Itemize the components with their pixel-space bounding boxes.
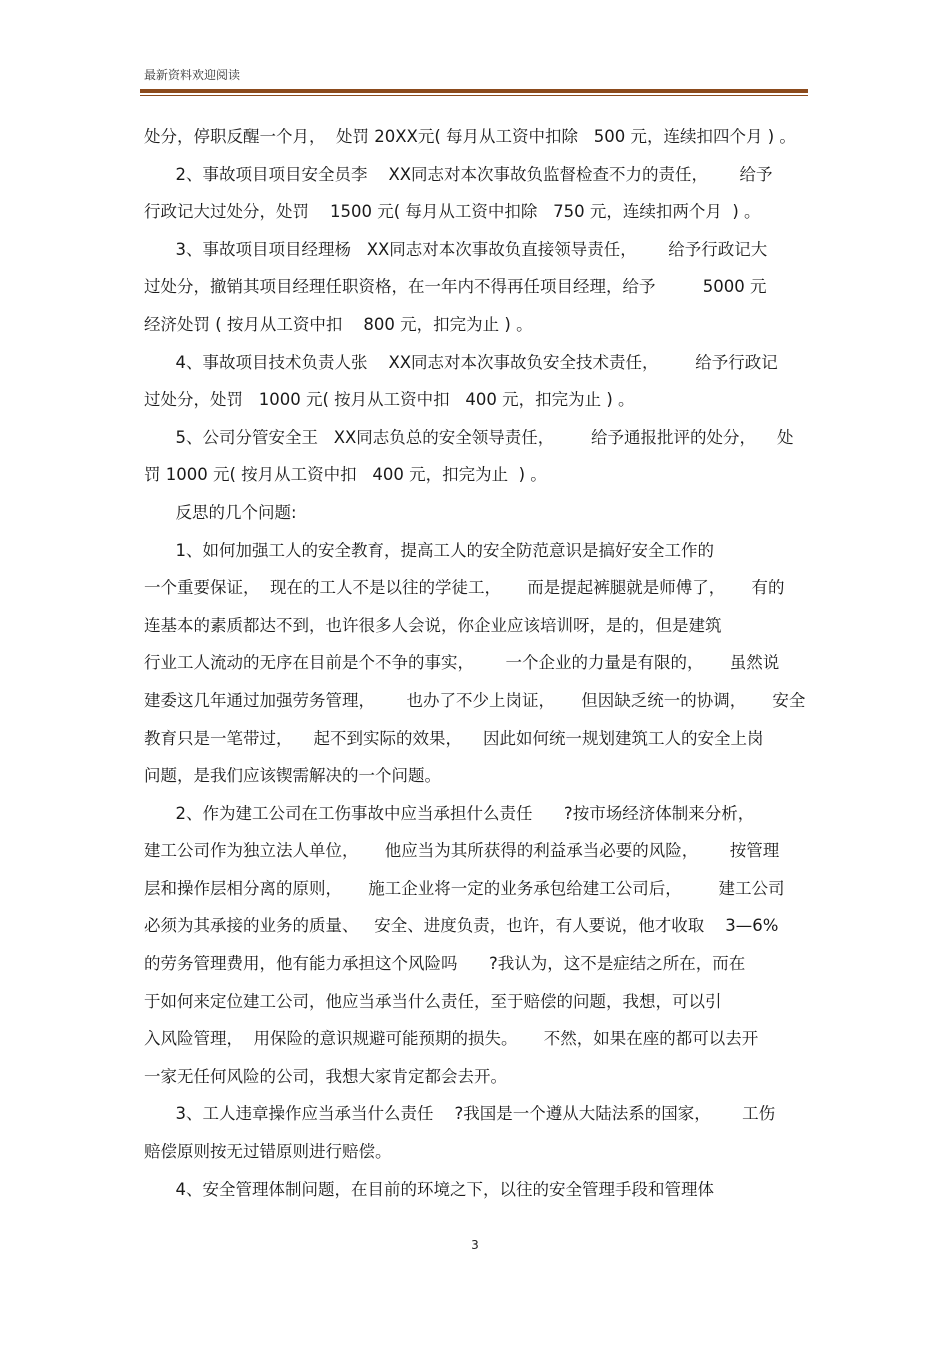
header-divider-thick (140, 89, 808, 93)
text-line: 1、如何加强工人的安全教育，提高工人的安全防范意识是搞好安全工作的 (144, 540, 714, 560)
text-line: 行业工人流动的无序在目前是个不争的事实， 一个企业的力量是有限的， 虽然说 (144, 653, 780, 673)
document-body (144, 118, 809, 1208)
text-line: 必须为其承接的业务的质量、 安全、进度负责，也许，有人要说，他才收取 3—6% (144, 916, 779, 936)
text-line: 3、事故项目项目经理杨 XX同志对本次事故负直接领导责任， 给予行政记大 (144, 239, 768, 259)
text-line: 连基本的素质都达不到，也许很多人会说，你企业应该培训呀，是的，但是建筑 (144, 615, 722, 635)
text-line: 一家无任何风险的公司，我想大家肯定都会去开。 (144, 1066, 507, 1086)
text-line: 建工公司作为独立法人单位， 他应当为其所获得的利益承当必要的风险， 按管理 (144, 841, 780, 861)
text-line: 建委这几年通过加强劳务管理， 也办了不少上岗证， 但因缺乏统一的协调， 安全 (144, 690, 806, 710)
text-line: 层和操作层相分离的原则， 施工企业将一定的业务承包给建工公司后， 建工公司 (144, 878, 785, 898)
text-line: 5、公司分管安全王 XX同志负总的安全领导责任， 给予通报批评的处分， 处 (144, 427, 794, 447)
text-line: 4、安全管理体制问题，在目前的环境之下，以往的安全管理手段和管理体 (144, 1179, 714, 1199)
text-line: 行政记大过处分，处罚 1500 元( 每月从工资中扣除 750 元，连续扣两个月 ) 。 (144, 202, 761, 222)
text-line: 问题，是我们应该锲需解决的一个问题。 (144, 766, 441, 786)
text-line: 3、工人违章操作应当承当什么责任 ?我国是一个遵从大陆法系的国家， 工伤 (144, 1104, 776, 1124)
text-line: 一个重要保证， 现在的工人不是以往的学徒工， 而是提起裤腿就是师傅了， 有的 (144, 578, 785, 598)
text-line: 教育只是一笔带过， 起不到实际的效果， 因此如何统一规划建筑工人的安全上岗 (144, 728, 764, 748)
text-line: 2、作为建工公司在工伤事故中应当承担什么责任 ?按市场经济体制来分析， (144, 803, 755, 823)
text-line: 经济处罚 ( 按月从工资中扣 800 元，扣完为止 ) 。 (144, 314, 533, 334)
text-line: 反思的几个问题: (144, 502, 297, 522)
text-line: 赔偿原则按无过错原则进行赔偿。 (144, 1142, 392, 1162)
page-number: 3 (471, 1238, 479, 1252)
text-line: 2、事故项目项目安全员李 XX同志对本次事故负监督检查不力的责任， 给予 (144, 164, 773, 184)
text-line: 4、事故项目技术负责人张 XX同志对本次事故负安全技术责任， 给予行政记 (144, 352, 778, 372)
text-line: 的劳务管理费用，他有能力承担这个风险吗 ?我认为，这不是症结之所在，而在 (144, 954, 746, 974)
text-line: 过处分，撤销其项目经理任职资格，在一年内不得再任项目经理，给予 5000 元 (144, 277, 767, 297)
text-line: 处分，停职反醒一个月， 处罚 20XX元( 每月从工资中扣除 500 元，连续扣四个月 ) 。 (144, 127, 796, 146)
header-divider-thin (140, 95, 808, 96)
page-header-title: 最新资料欢迎阅读 (144, 68, 241, 82)
text-line: 于如何来定位建工公司，他应当承当什么责任，至于赔偿的问题，我想，可以引 (144, 991, 722, 1011)
text-line: 罚 1000 元( 按月从工资中扣 400 元，扣完为止 ) 。 (144, 465, 547, 485)
text-line: 过处分，处罚 1000 元( 按月从工资中扣 400 元，扣完为止 ) 。 (144, 390, 635, 410)
text-line: 入风险管理， 用保险的意识规避可能预期的损失。 不然，如果在座的都可以去开 (144, 1029, 759, 1049)
